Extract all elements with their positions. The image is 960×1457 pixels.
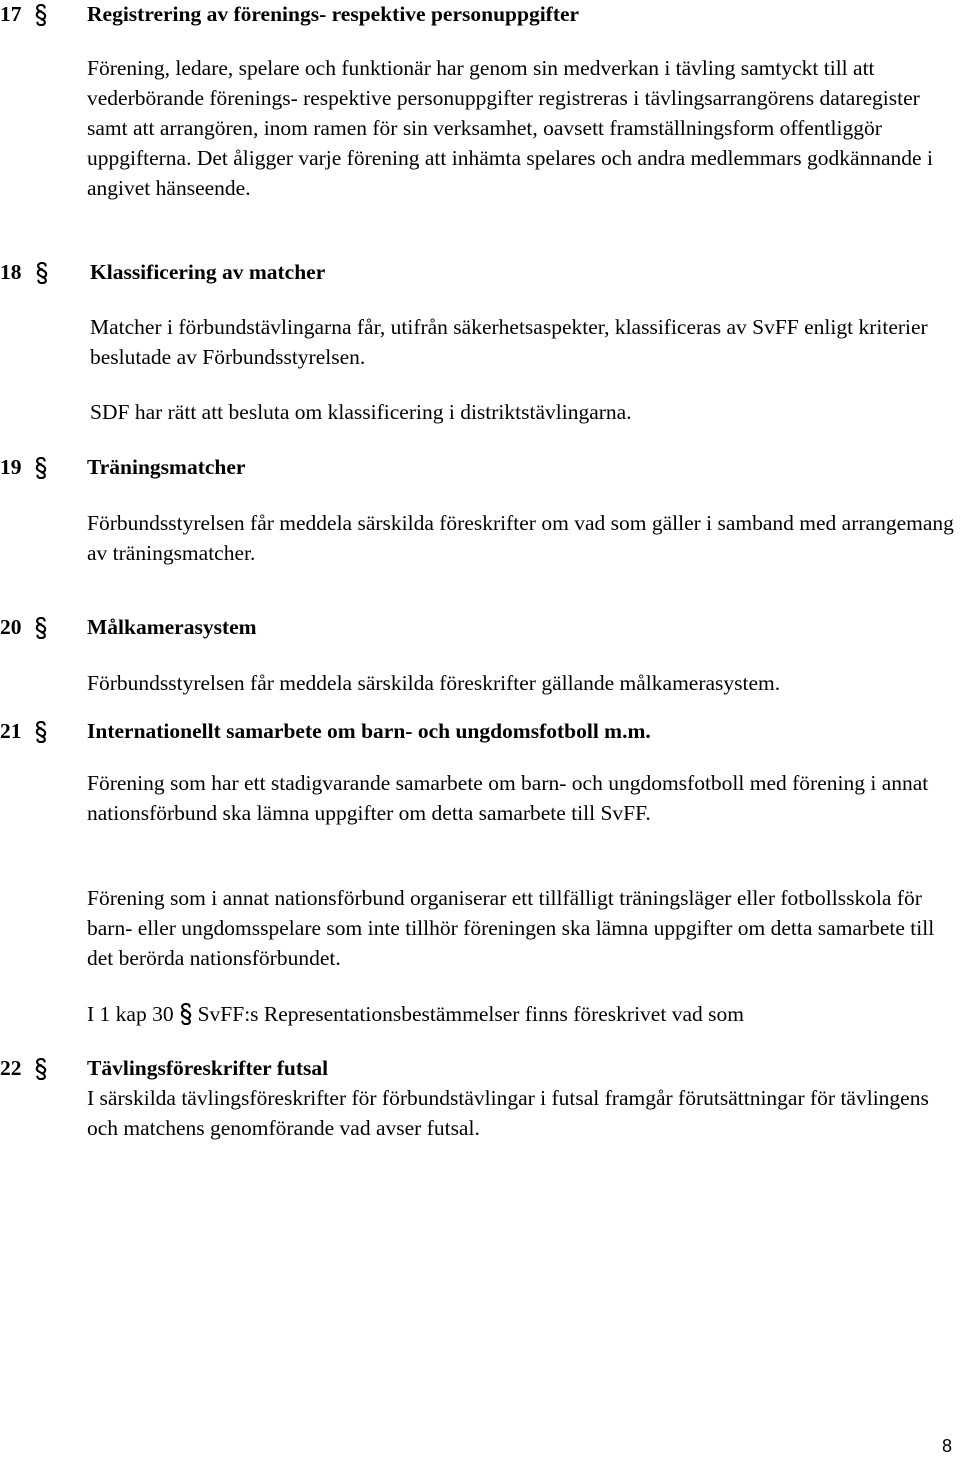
- section-title: Träningsmatcher: [87, 455, 246, 479]
- section-number: 21: [0, 719, 22, 743]
- section-number: 19: [0, 455, 22, 479]
- reference-text-after: SvFF:s Representationsbestämmelser finns föreskrivet vad som: [197, 1002, 744, 1026]
- paragraph: Förening som har ett stadigvarande samarbete om barn- och ungdomsfotboll med förening i annat nationsförbund ska lämna uppgifter om detta samarbete till SvFF.: [87, 771, 929, 825]
- section-title: Tävlingsföreskrifter futsal: [87, 1056, 329, 1080]
- reference-text-before: I 1 kap 30: [87, 1002, 174, 1026]
- paragraph: Förbundsstyrelsen får meddela särskilda föreskrifter om vad som gäller i samband med arrangemang av träningsmatcher.: [87, 511, 954, 565]
- section-sign-icon: [33, 721, 49, 743]
- section-number: 22: [0, 1056, 22, 1080]
- section-title: Klassificering av matcher: [90, 260, 326, 284]
- section-number: 17: [0, 2, 22, 26]
- section-sign-icon: [178, 1003, 194, 1025]
- page-number: 8: [941, 1436, 952, 1456]
- paragraph: Matcher i förbundstävlingarna får, utifrån säkerhetsaspekter, klassificeras av SvFF enligt kriterier beslutade av Förbundsstyrelsen.: [90, 315, 928, 369]
- paragraph: I särskilda tävlingsföreskrifter för förbundstävlingar i futsal framgår förutsättningar för tävlingens och matchens genomförande vad avser futsal.: [87, 1086, 929, 1140]
- section-title: Registrering av förenings- respektive personuppgifter: [87, 2, 580, 26]
- section-sign-icon: [33, 4, 49, 26]
- section-title: Internationellt samarbete om barn- och ungdomsfotboll m.m.: [87, 719, 651, 743]
- paragraph: Förbundsstyrelsen får meddela särskilda föreskrifter gällande målkamerasystem.: [87, 671, 781, 695]
- section-title: Målkamerasystem: [87, 615, 257, 639]
- section-sign-icon: [33, 1058, 49, 1080]
- paragraph: Förening, ledare, spelare och funktionär har genom sin medverkan i tävling samtyckt till att vederbörande förenings- respektive personuppgifter registreras i tävlingsarrangörens dataregister samt att arrangören, inom ramen för sin verksamhet, oavsett framställningsform offentliggör uppgifterna. Det åligger varje förening att inhämta spelares och andra medlemmars godkännande i angivet hänseende.: [87, 56, 933, 200]
- section-number: 18: [0, 260, 22, 284]
- section-sign-icon: [33, 457, 49, 479]
- reference-paragraph: [87, 999, 960, 1029]
- section-sign-icon: [33, 617, 49, 639]
- paragraph: Förening som i annat nationsförbund organiserar ett tillfälligt träningsläger eller fotbollsskola för barn- eller ungdomsspelare som inte tillhör föreningen ska lämna uppgifter om detta samarbete till det berörda nationsförbundet.: [87, 886, 935, 970]
- section-number: 20: [0, 615, 22, 639]
- section-sign-icon: [34, 262, 50, 284]
- paragraph: SDF har rätt att besluta om klassificering i distriktstävlingarna.: [90, 400, 632, 424]
